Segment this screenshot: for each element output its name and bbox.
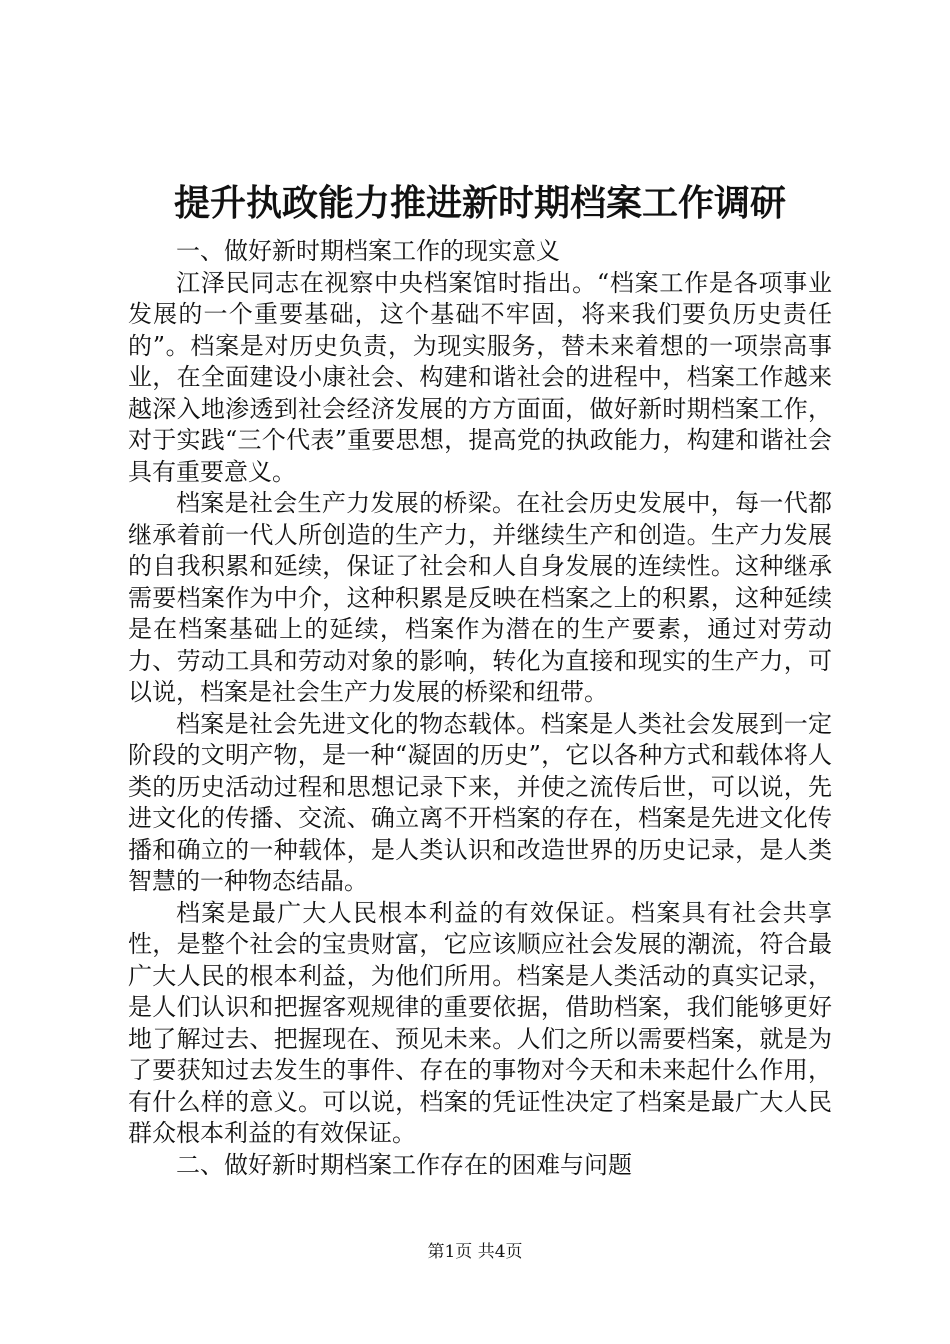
paragraph-1: 江泽民同志在视察中央档案馆时指出。“档案工作是各项事业发展的一个重要基础，这个基础不牢固，将来我们要负历史责任的”。档案是对历史负责，为现实服务，替未来着想的一项崇高事业，在全面建设小康社会、构建和谐社会的进程中，档案工作越来越深入地渗透到社会经济发展的方方面面，做好新时期档案工作，对于实践“三个代表”重要思想，提高党的执政能力，构建和谐社会具有重要意义。 xyxy=(128,268,832,486)
document-body xyxy=(128,236,832,1181)
document-page xyxy=(128,178,832,1181)
section-heading-2: 二、做好新时期档案工作存在的困难与问题 xyxy=(176,1150,632,1179)
section-heading-1: 一、做好新时期档案工作的现实意义 xyxy=(176,237,560,265)
paragraph-2: 档案是社会生产力发展的桥梁。在社会历史发展中，每一代都继承着前一代人所创造的生产力，并继续生产和创造。生产力发展的自我积累和延续，保证了社会和人自身发展的连续性。这种继承需要档案作为中介，这种积累是反映在档案之上的积累，这种延续是在档案基础上的延续，档案作为潜在的生产要素，通过对劳动力、劳动工具和劳动对象的影响，转化为直接和现实的生产力，可以说，档案是社会生产力发展的桥梁和纽带。 xyxy=(128,489,832,706)
document-title: 提升执政能力推进新时期档案工作调研 xyxy=(173,182,786,224)
page-number-footer: 第1页 共4页 xyxy=(427,1242,523,1262)
paragraph-3: 档案是社会先进文化的物态载体。档案是人类社会发展到一定阶段的文明产物，是一种“凝固的历史”，它以各种方式和载体将人类的历史活动过程和思想记录下来，并使之流传后世，可以说，先进文化的传播、交流、确立离不开档案的存在，档案是先进文化传播和确立的一种载体，是人类认识和改造世界的历史记录，是人类智慧的一种物态结晶。 xyxy=(128,709,832,895)
paragraph-4: 档案是最广大人民根本利益的有效保证。档案具有社会共享性，是整个社会的宝贵财富，它应该顺应社会发展的潮流，符合最广大人民的根本利益，为他们所用。档案是人类活动的真实记录，是人们认识和把握客观规律的重要依据，借助档案，我们能够更好地了解过去、把握现在、预见未来。人们之所以需要档案，就是为了要获知过去发生的事件、存在的事物对今天和未来起什么作用，有什么样的意义。可以说，档案的凭证性决定了档案是最广大人民群众根本利益的有效保证。 xyxy=(128,898,832,1147)
